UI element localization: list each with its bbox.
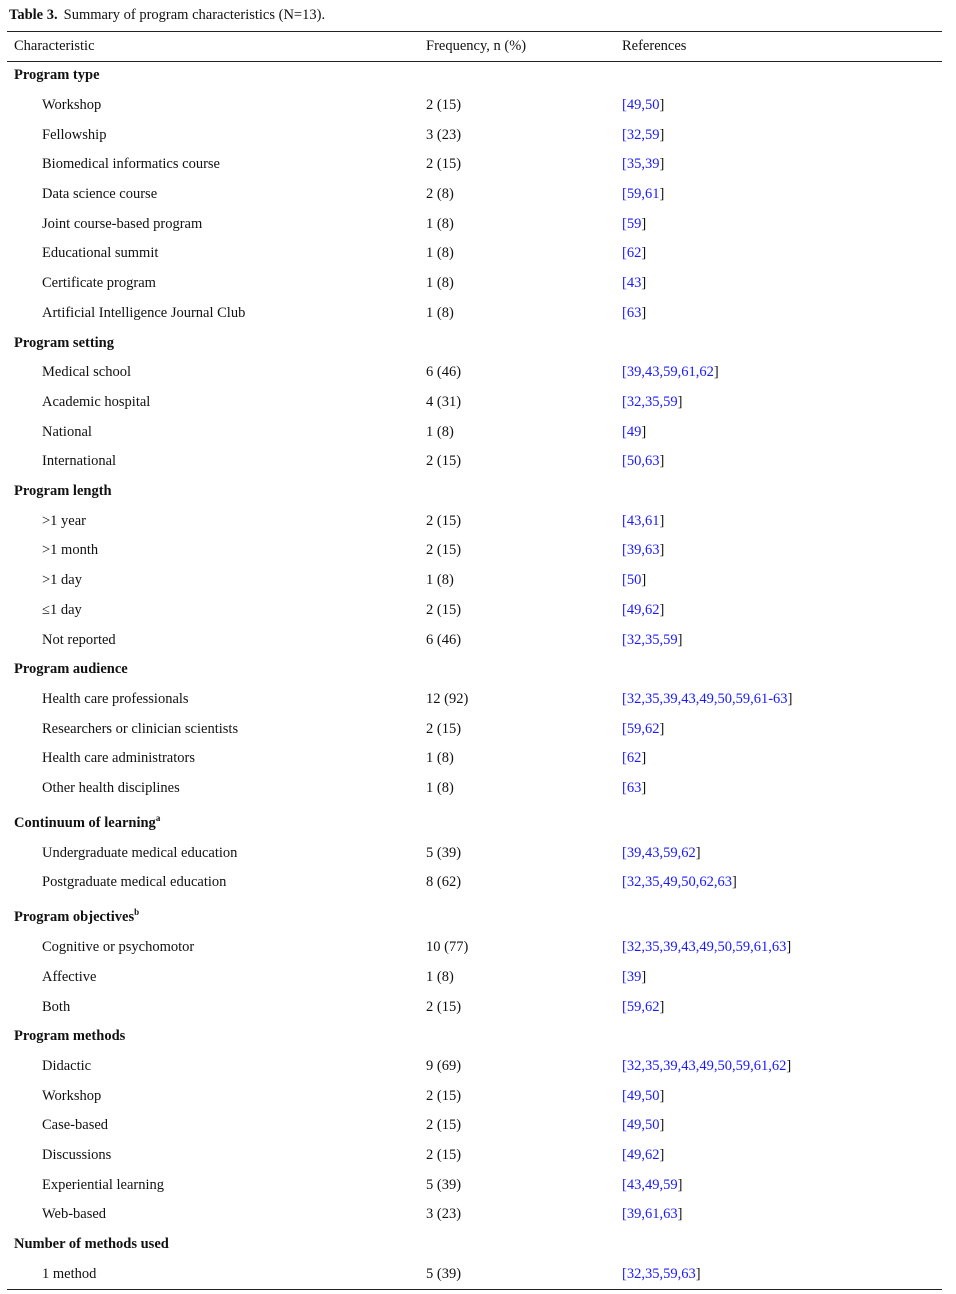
characteristic-label: 1 method [42,1266,97,1282]
characteristic-cell [42,184,157,204]
characteristic-label: Other health disciplines [42,780,180,796]
references-cell: [49] [622,424,647,440]
references-cell: [39] [622,969,647,985]
characteristic-label: Medical school [42,364,131,380]
reference-link[interactable]: 50 [626,572,642,588]
characteristic-label: ≤1 day [42,602,82,618]
characteristic-label: National [42,424,92,440]
references-cell: [49,50] [622,97,665,113]
frequency-cell: 2 (15) [426,97,462,113]
characteristic-label: Workshop [42,97,102,113]
table-row [0,748,956,774]
reference-link[interactable]: 39,63 [626,542,660,558]
frequency-cell: 2 (15) [426,602,462,618]
table-row [0,570,956,596]
characteristic-cell [42,1204,106,1224]
references-cell: [32,35,39,43,49,50,59,61,63] [622,939,792,955]
characteristic-label: Undergraduate medical education [42,845,238,861]
header-frequency: Frequency, n (%) [426,38,527,54]
characteristic-cell [42,540,98,560]
reference-link[interactable]: 43,49,59 [626,1177,678,1193]
characteristic-cell [42,630,116,650]
frequency-cell: 3 (23) [426,1206,462,1222]
characteristic-label: Certificate program [42,275,156,291]
characteristic-label: Educational summit [42,245,159,261]
frequency-cell: 6 (46) [426,364,462,380]
reference-link[interactable]: 62 [626,245,642,261]
references-cell: [32,35,39,43,49,50,59,61-63] [622,691,793,707]
references-cell: [59,61] [622,186,665,202]
references-cell: [32,59] [622,127,665,143]
characteristic-cell [42,303,245,323]
section-heading [14,1234,169,1254]
references-cell: [59,62] [622,999,665,1015]
frequency-cell: 2 (8) [426,186,454,202]
characteristic-label: Health care administrators [42,750,195,766]
section-row [0,1234,956,1260]
references-cell: [50] [622,572,647,588]
frequency-cell: 3 (23) [426,127,462,143]
frequency-cell: 2 (15) [426,542,462,558]
reference-link[interactable]: 49,50 [626,97,660,113]
characteristic-label: Both [42,999,71,1015]
section-row [0,65,956,91]
table-row [0,540,956,566]
reference-link[interactable]: 49,50 [626,1088,660,1104]
references-cell: [63] [622,305,647,321]
reference-link[interactable]: 32,35,39,43,49,50,59,61,62 [626,1058,787,1074]
frequency-cell: 2 (15) [426,513,462,529]
reference-link[interactable]: 63 [626,305,642,321]
characteristic-cell [42,719,238,739]
reference-link[interactable]: 62 [626,750,642,766]
frequency-cell: 2 (15) [426,156,462,172]
table-title: Summary of program characteristics (N=13). [63,7,326,23]
reference-link[interactable]: 32,35,39,43,49,50,59,61,63 [626,939,787,955]
table-row [0,154,956,180]
characteristic-label: Biomedical informatics course [42,156,220,172]
references-cell: [35,39] [622,156,665,172]
frequency-cell: 6 (46) [426,632,462,648]
characteristic-label: Not reported [42,632,116,648]
characteristic-cell [42,570,82,590]
references-cell: [63] [622,780,647,796]
characteristic-label: Program length [14,483,112,499]
references-cell: [49,50] [622,1088,665,1104]
table-row [0,1086,956,1112]
table-row [0,1056,956,1082]
frequency-cell: 2 (15) [426,1088,462,1104]
reference-link[interactable]: 35,39 [626,156,660,172]
section-heading [14,1026,125,1046]
frequency-cell: 5 (39) [426,1177,462,1193]
table-row [0,719,956,745]
characteristic-label: Fellowship [42,127,107,143]
frequency-cell: 1 (8) [426,275,454,291]
references-cell: [43,49,59] [622,1177,683,1193]
section-heading [14,65,100,85]
references-cell: [32,35,49,50,62,63] [622,874,737,890]
characteristic-cell [42,511,86,531]
characteristic-label: >1 month [42,542,99,558]
reference-link[interactable]: 32,35,39,43,49,50,59,61-63 [626,691,788,707]
table-row [0,451,956,477]
table-row [0,184,956,210]
characteristic-cell [42,392,150,412]
characteristic-cell [42,1145,111,1165]
table-row [0,214,956,240]
section-heading [14,813,160,833]
characteristic-label: Number of methods used [14,1236,169,1252]
characteristic-label: International [42,453,117,469]
frequency-cell: 10 (77) [426,939,469,955]
frequency-cell: 1 (8) [426,572,454,588]
frequency-cell: 2 (15) [426,721,462,737]
characteristic-cell [42,872,226,892]
characteristic-label: Program objectives [14,909,135,925]
characteristic-label: Joint course-based program [42,216,203,232]
reference-link[interactable]: 32,35,59,63 [626,1266,696,1282]
reference-link[interactable]: 63 [626,780,642,796]
section-row [0,659,956,685]
characteristic-cell [42,1264,96,1284]
frequency-cell: 1 (8) [426,245,454,261]
references-cell: [49,50] [622,1117,665,1133]
characteristic-label: Program audience [14,661,128,677]
references-cell: [49,62] [622,602,665,618]
characteristic-label: Researchers or clinician scientists [42,721,239,737]
table-row [0,1204,956,1230]
frequency-cell: 1 (8) [426,305,454,321]
characteristic-cell [42,967,96,987]
table-row [0,997,956,1023]
frequency-cell: 2 (15) [426,1117,462,1133]
characteristic-label: Academic hospital [42,394,151,410]
characteristic-label: >1 day [42,572,82,588]
characteristic-cell [42,154,220,174]
characteristic-label: Didactic [42,1058,92,1074]
table-row [0,689,956,715]
table-row [0,843,956,869]
characteristic-label: >1 year [42,513,87,529]
frequency-cell: 4 (31) [426,394,462,410]
table-row [0,392,956,418]
table-row [0,1115,956,1141]
characteristic-cell [42,95,101,115]
footnote-marker: b [134,907,140,917]
characteristic-label: Postgraduate medical education [42,874,227,890]
characteristic-label: Health care professionals [42,691,189,707]
header-references: References [622,38,687,54]
characteristic-cell [42,843,237,863]
section-heading [14,907,139,927]
frequency-cell: 2 (15) [426,453,462,469]
section-heading [14,333,114,353]
reference-link[interactable]: 49,62 [626,602,660,618]
table-row [0,303,956,329]
references-cell: [39,63] [622,542,665,558]
frequency-cell: 5 (39) [426,1266,462,1282]
table-row [0,630,956,656]
characteristic-label: Workshop [42,1088,102,1104]
table-row [0,872,956,898]
characteristic-cell [42,689,189,709]
characteristic-cell [42,600,82,620]
reference-link[interactable]: 32,35,59 [626,394,678,410]
references-cell: [43] [622,275,647,291]
characteristic-cell [42,451,116,471]
table-row [0,1145,956,1171]
references-cell: [49,62] [622,1147,665,1163]
table-row [0,967,956,993]
characteristic-cell [42,362,131,382]
table-row [0,1264,956,1290]
characteristic-label: Cognitive or psychomotor [42,939,195,955]
characteristic-label: Data science course [42,186,158,202]
table-row [0,937,956,963]
references-cell: [62] [622,245,647,261]
frequency-cell: 1 (8) [426,424,454,440]
reference-link[interactable]: 49 [626,424,642,440]
reference-link[interactable]: 59 [626,216,642,232]
characteristic-label: Discussions [42,1147,112,1163]
bottom-rule [7,1289,942,1290]
frequency-cell: 12 (92) [426,691,469,707]
characteristic-label: Affective [42,969,97,985]
frequency-cell: 5 (39) [426,845,462,861]
characteristic-cell [42,422,92,442]
references-cell: [32,35,59,63] [622,1266,701,1282]
characteristic-cell [42,243,158,263]
section-row [0,813,956,839]
frequency-cell: 1 (8) [426,216,454,232]
table-row [0,511,956,537]
frequency-cell: 8 (62) [426,874,462,890]
references-cell: [32,35,59] [622,394,683,410]
reference-link[interactable]: 43,61 [626,513,660,529]
section-row [0,333,956,359]
reference-link[interactable]: 32,59 [626,127,660,143]
reference-link[interactable]: 39,43,59,61,62 [626,364,714,380]
section-row [0,1026,956,1052]
frequency-cell: 1 (8) [426,780,454,796]
section-row [0,907,956,933]
reference-link[interactable]: 59,62 [626,721,660,737]
characteristic-cell [42,1056,91,1076]
reference-link[interactable]: 59,61 [626,186,660,202]
reference-link[interactable]: 39,43,59,62 [626,845,696,861]
characteristic-cell [42,1175,164,1195]
table-row [0,273,956,299]
table-row [0,1175,956,1201]
reference-link[interactable]: 49,62 [626,1147,660,1163]
characteristic-cell [42,1086,101,1106]
reference-link[interactable]: 49,50 [626,1117,660,1133]
frequency-cell: 1 (8) [426,750,454,766]
references-cell: [62] [622,750,647,766]
references-cell: [39,43,59,61,62] [622,364,719,380]
characteristic-cell [42,1115,108,1135]
table-label: Table 3. [9,7,58,23]
characteristic-label: Case-based [42,1117,109,1133]
characteristic-label: Web-based [42,1206,107,1222]
frequency-cell: 1 (8) [426,969,454,985]
reference-link[interactable]: 39 [626,969,642,985]
references-cell: [43,61] [622,513,665,529]
reference-link[interactable]: 43 [626,275,642,291]
characteristic-label: Artificial Intelligence Journal Club [42,305,246,321]
characteristic-label: Experiential learning [42,1177,164,1193]
characteristic-label: Program methods [14,1028,126,1044]
table-row [0,125,956,151]
characteristic-cell [42,778,180,798]
section-heading [14,659,128,679]
characteristic-cell [42,937,194,957]
characteristic-cell [42,273,156,293]
section-heading [14,481,112,501]
table-row [0,362,956,388]
header-characteristic: Characteristic [14,38,95,54]
frequency-cell: 2 (15) [426,999,462,1015]
table-row [0,243,956,269]
reference-link[interactable]: 32,35,49,50,62,63 [626,874,732,890]
characteristic-cell [42,214,202,234]
section-row [0,481,956,507]
table-row [0,778,956,804]
references-cell: [39,61,63] [622,1206,683,1222]
references-cell: [50,63] [622,453,665,469]
reference-link[interactable]: 39,61,63 [626,1206,678,1222]
characteristic-cell [42,125,106,145]
characteristic-label: Continuum of learning [14,815,156,831]
characteristic-cell [42,997,70,1017]
references-cell: [32,35,59] [622,632,683,648]
frequency-cell: 9 (69) [426,1058,462,1074]
table-row [0,600,956,626]
references-cell: [59,62] [622,721,665,737]
reference-link[interactable]: 59,62 [626,999,660,1015]
reference-link[interactable]: 32,35,59 [626,632,678,648]
references-cell: [59] [622,216,647,232]
references-cell: [39,43,59,62] [622,845,701,861]
characteristic-label: Program type [14,67,100,83]
frequency-cell: 2 (15) [426,1147,462,1163]
table-row [0,95,956,121]
table-row [0,422,956,448]
footnote-marker: a [155,813,161,823]
characteristic-cell [42,748,195,768]
reference-link[interactable]: 50,63 [626,453,660,469]
characteristic-label: Program setting [14,335,114,351]
references-cell: [32,35,39,43,49,50,59,61,62] [622,1058,792,1074]
